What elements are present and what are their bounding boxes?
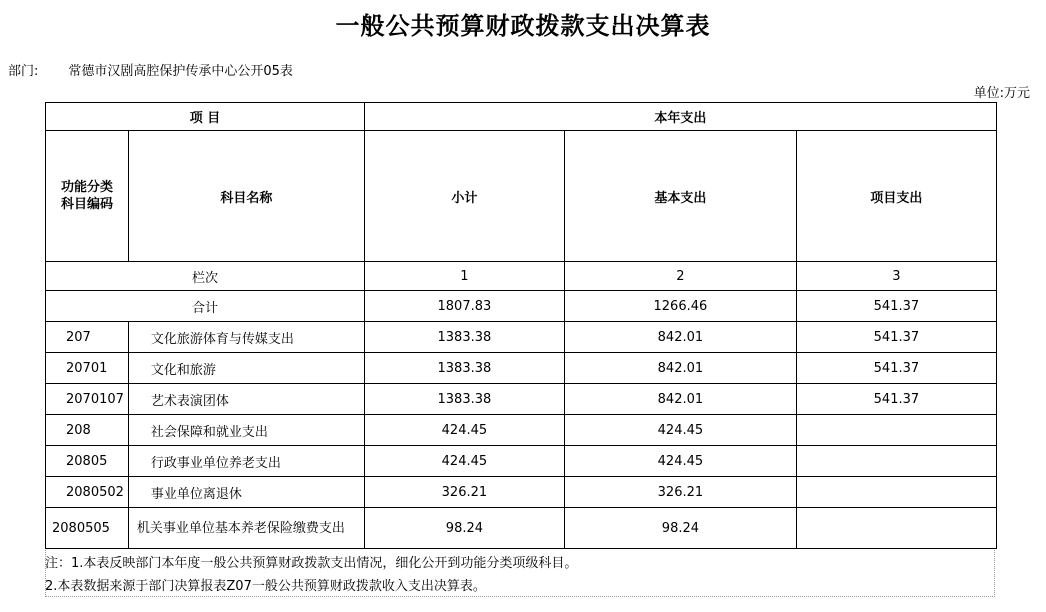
column-1: 1 xyxy=(364,262,564,291)
row-project: 541.37 xyxy=(796,384,996,415)
header-row-2 xyxy=(46,131,997,262)
table-row xyxy=(46,415,997,446)
table-row xyxy=(46,508,997,549)
note-2: 2.本表数据来源于部门决算报表Z07一般公共预算财政拨款收入支出决算表。 xyxy=(45,579,486,594)
row-basic: 424.45 xyxy=(564,415,796,446)
row-project: 541.37 xyxy=(796,322,996,353)
total-subtotal: 1807.83 xyxy=(364,291,564,322)
row-code: 20805 xyxy=(46,446,129,477)
header-row-1 xyxy=(46,103,997,131)
row-name: 社会保障和就业支出 xyxy=(128,415,364,446)
table-row xyxy=(46,353,997,384)
header-item: 项 目 xyxy=(46,103,365,131)
row-subtotal: 1383.38 xyxy=(364,322,564,353)
header-project: 项目支出 xyxy=(796,131,996,262)
note-1: 注：1.本表反映部门本年度一般公共预算财政拨款支出情况，细化公开到功能分类项级科目。 xyxy=(45,556,578,571)
column-2: 2 xyxy=(564,262,796,291)
department-line xyxy=(8,60,293,79)
row-project xyxy=(796,415,996,446)
row-basic: 424.45 xyxy=(564,446,796,477)
column-3: 3 xyxy=(796,262,996,291)
row-subtotal: 424.45 xyxy=(364,415,564,446)
total-basic: 1266.46 xyxy=(564,291,796,322)
row-project xyxy=(796,508,996,549)
total-project: 541.37 xyxy=(796,291,996,322)
table-row xyxy=(46,446,997,477)
row-basic: 842.01 xyxy=(564,322,796,353)
row-basic: 326.21 xyxy=(564,477,796,508)
row-code: 20701 xyxy=(46,353,129,384)
row-basic: 842.01 xyxy=(564,384,796,415)
row-code: 208 xyxy=(46,415,129,446)
row-code: 207 xyxy=(46,322,129,353)
total-label: 合计 xyxy=(46,291,365,322)
row-project: 541.37 xyxy=(796,353,996,384)
header-year-expenditure: 本年支出 xyxy=(364,103,996,131)
unit-label: 单位:万元 xyxy=(973,86,1030,101)
row-name: 行政事业单位养老支出 xyxy=(128,446,364,477)
department-value: 常德市汉剧高腔保护传承中心公开05表 xyxy=(68,64,293,79)
row-name: 事业单位离退休 xyxy=(128,477,364,508)
row-subtotal: 98.24 xyxy=(364,508,564,549)
total-row xyxy=(46,291,997,322)
table-row xyxy=(46,384,997,415)
row-name: 艺术表演团体 xyxy=(128,384,364,415)
row-code: 2080502 xyxy=(46,477,129,508)
table-row xyxy=(46,322,997,353)
header-subtotal: 小计 xyxy=(364,131,564,262)
row-name: 文化和旅游 xyxy=(128,353,364,384)
row-subtotal: 1383.38 xyxy=(364,353,564,384)
column-number-row xyxy=(46,262,997,291)
page-title: 一般公共预算财政拨款支出决算表 xyxy=(335,11,711,40)
row-subtotal: 1383.38 xyxy=(364,384,564,415)
row-name: 机关事业单位基本养老保险缴费支出 xyxy=(128,508,364,549)
column-label: 栏次 xyxy=(46,262,365,291)
row-project xyxy=(796,477,996,508)
table-row xyxy=(46,477,997,508)
header-code: 功能分类科目编码 xyxy=(46,131,129,262)
row-project xyxy=(796,446,996,477)
row-basic: 842.01 xyxy=(564,353,796,384)
header-basic: 基本支出 xyxy=(564,131,796,262)
row-subtotal: 424.45 xyxy=(364,446,564,477)
row-code: 2080505 xyxy=(46,508,129,549)
department-label: 部门: xyxy=(8,64,39,79)
expenditure-table xyxy=(45,102,997,549)
row-basic: 98.24 xyxy=(564,508,796,549)
row-code: 2070107 xyxy=(46,384,129,415)
row-subtotal: 326.21 xyxy=(364,477,564,508)
header-name: 科目名称 xyxy=(128,131,364,262)
row-name: 文化旅游体育与传媒支出 xyxy=(128,322,364,353)
